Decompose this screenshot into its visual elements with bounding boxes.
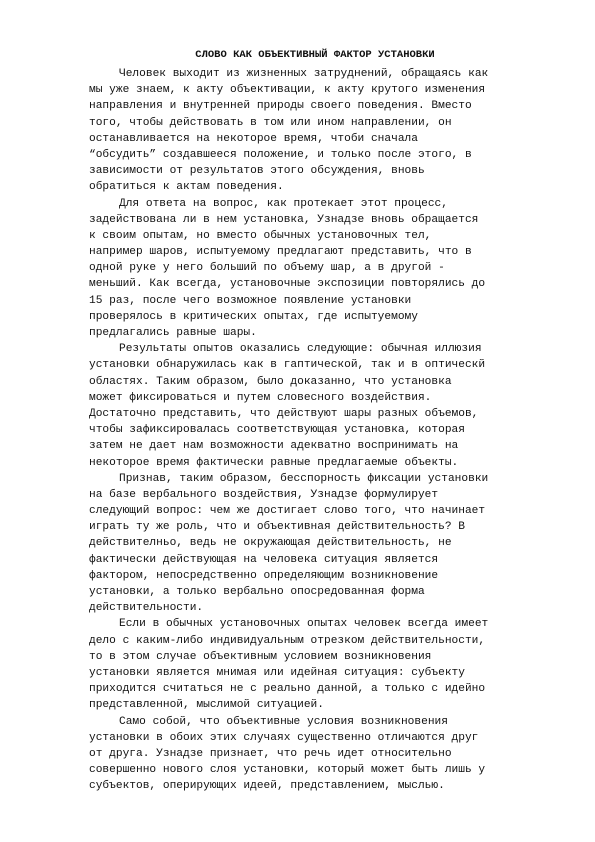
paragraph <box>89 616 559 713</box>
text-line: меньший. Как всегда, установочные экспозиции повторялись до <box>89 278 486 291</box>
text-line: на базе вербального воздействия, Узнадзе формулирует <box>89 488 439 501</box>
text-line: субъектов, оперирующих идеей, представлением, мыслью. <box>89 780 445 793</box>
text-line: установки в обоих этих случаях существенно отличаются друг <box>89 731 479 744</box>
text-line: представленной, мыслимой ситуацией. <box>89 699 324 712</box>
text-line: фактором, непосредственно определяющим возникновение <box>89 569 439 582</box>
text-line: установки, а только вербально опосредованная форма <box>89 586 425 598</box>
paragraph <box>89 714 559 795</box>
text-line: зависимости от результатов этого обсуждения, вновь <box>89 165 425 178</box>
text-line: Для ответа на вопрос, как протекает этот процесс, <box>119 197 448 210</box>
document-title: СЛОВО КАК ОБЪЕКТИВНЫЙ ФАКТОР УСТАНОВКИ <box>195 49 435 61</box>
text-line: установки является мнимая или идейная ситуация: субъекту <box>89 666 465 679</box>
paragraph <box>89 341 559 471</box>
text-line: от друга. Узнадзе признает, что речь идет относительно <box>89 747 452 760</box>
text-line: задействована ли в нем установка, Узнадзе вновь обращается <box>89 213 479 226</box>
text-line: действителньо, ведь не окружающая действительность, не <box>89 537 452 550</box>
text-line: следующий вопрос: чем же достигает слово того, что начинает <box>89 505 486 518</box>
text-line: совершенно нового слоя установки, который может быть лишь у <box>89 764 486 777</box>
text-line: приходится считаться не с реально данной, а только с идейно <box>89 683 486 696</box>
text-line: действительности. <box>89 602 204 615</box>
text-line: мы уже знаем, к акту объективации, к акту крутого изменения <box>89 84 486 97</box>
text-line: может фиксироваться и путем словесного воздействия. <box>89 391 432 404</box>
paragraph <box>89 196 559 342</box>
text-line: областях. Таким образом, было доказанно, что установка <box>89 375 452 388</box>
text-line: Результаты опытов оказались следующие: обычная иллюзия <box>119 343 482 356</box>
text-line: дело с каким-либо индивидуальным отрезком действительности, <box>89 634 486 647</box>
text-line: играть ту же роль, что и объективная действительность? В <box>89 521 465 534</box>
text-line: к своим опытам, но вместо обычных установочных тел, <box>89 229 432 242</box>
text-line: останавливается на некоторое время, чтоби сначала <box>89 132 418 145</box>
text-line: “обсудить” создавшееся положение, и только после этого, в <box>89 148 472 161</box>
text-line: обратиться к актам поведения. <box>89 181 284 194</box>
text-line: например шаров, испытуемому предлагают представить, что в <box>89 246 472 259</box>
text-line: предлагались равные шары. <box>89 327 257 339</box>
paragraph <box>89 66 559 196</box>
text-line: фактически действующая на человека ситуация является <box>89 553 439 566</box>
document-body <box>89 66 559 794</box>
text-line: то в этом случае объективным условием возникновения <box>89 650 432 663</box>
text-line: проверялось в критических опытах, где испытуемому <box>89 310 418 323</box>
text-line: установки обнаружилась как в гаптической, так и в оптическй <box>89 359 486 372</box>
text-line: одной руке у него больший по объему шар, а в другой - <box>89 262 445 275</box>
text-line: Признав, таким образом, бесспорность фиксации установки <box>119 472 489 485</box>
text-line: затем не дает нам возможности адекватно воспринимать на <box>89 440 459 453</box>
text-line: Если в обычных установочных опытах человек всегда имеет <box>119 618 489 631</box>
text-line: Человек выходит из жизненных затруднений, обращаясь как <box>119 68 489 80</box>
text-line: направления и внутренней природы своего поведения. Вместо <box>89 100 472 113</box>
text-line: того, чтобы действовать в том или ином направлении, он <box>89 116 452 129</box>
paragraph <box>89 471 559 617</box>
text-line: 15 раз, после чего возможное появление установки <box>89 294 412 307</box>
text-line: некоторое время фактически равные предлагаемые объекты. <box>89 456 459 469</box>
text-line: Достаточно представить, что действуют шары разных объемов, <box>89 407 479 420</box>
text-line: чтобы зафиксировалась соответствующая установка, которая <box>89 424 465 437</box>
text-line: Само собой, что объективные условия возникновения <box>119 715 448 728</box>
